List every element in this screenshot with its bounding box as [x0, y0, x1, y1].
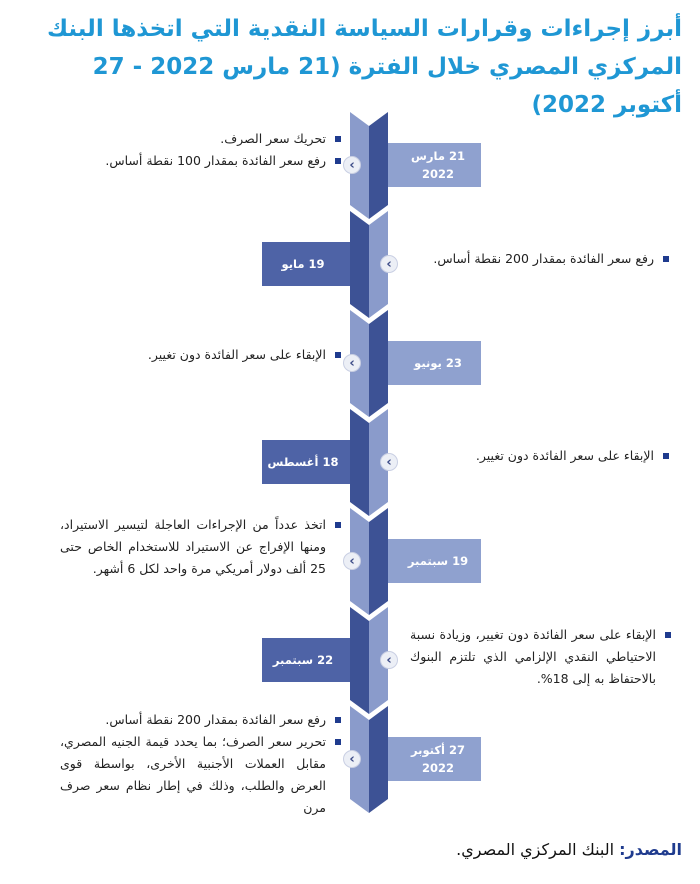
bullet-item: الإبقاء على سعر الفائدة دون تغيير.: [110, 344, 342, 366]
date-label: [395, 341, 481, 385]
event-note: [416, 445, 670, 467]
event-note: [110, 344, 342, 366]
bullet-item: تحريك سعر الصرف.: [70, 128, 342, 150]
date-label: [262, 440, 344, 484]
bullet-item: اتخذ عدداً من الإجراءات العاجلة لتيسير الاستيراد، ومنها الإفراج عن الاستيراد للاستخدام الخاص حتى 25 ألف دولار أمريكي مرة واحد لكل 6 أشهر.: [60, 514, 342, 580]
bullet-list: [60, 514, 342, 580]
bullet-list: [70, 128, 342, 172]
bullet-list: [416, 445, 670, 467]
date-text: 27 أكتوبر: [410, 743, 466, 757]
bullet-item: الإبقاء على سعر الفائدة دون تغيير، وزيادة نسبة الاحتياطي النقدي الإلزامي الذي تلتزم البنوك بالاحتفاظ به إلى 18%.: [410, 624, 672, 690]
bullet-item: تحرير سعر الصرف؛ بما يحدد قيمة الجنيه المصري، مقابل العملات الأجنبية الأخرى، بواسطة قوى العرض والطلب، وذلك في إطار نظام سعر صرف مرن: [60, 731, 342, 819]
date-text: 22 سبتمبر: [272, 653, 334, 667]
bullet-list: [410, 624, 672, 690]
date-text: 19 مايو: [281, 257, 325, 271]
event-note: [70, 128, 342, 172]
date-label: [262, 242, 344, 286]
event-note: [410, 624, 672, 690]
spine-segment-right: [369, 310, 388, 417]
event-note: [416, 248, 670, 270]
page-title: أبرز إجراءات وقرارات السياسة النقدية التي اتخذها البنك المركزي المصري خلال الفترة (21 مارس 2022 - 27 أكتوبر 2022): [46, 16, 682, 118]
source-label: المصدر:: [619, 840, 682, 859]
source-text: البنك المركزي المصري.: [456, 840, 615, 859]
spine-segment-left: [350, 409, 369, 516]
event-note: [60, 514, 342, 580]
bullet-item: الإبقاء على سعر الفائدة دون تغيير.: [416, 445, 670, 467]
date-text: 21 مارس: [411, 149, 465, 163]
event-note: [60, 709, 342, 819]
date-text: 18 أغسطس: [267, 455, 339, 469]
spine-segment-left: [350, 607, 369, 714]
date-text: 23 يونيو: [414, 356, 462, 370]
chevron-left-icon: ‹: [380, 255, 398, 273]
spine-segment-right: [369, 706, 388, 813]
bullet-list: [110, 344, 342, 366]
date-text: 19 سبتمبر: [407, 554, 469, 568]
date-label: [395, 737, 481, 781]
chevron-left-icon: ‹: [343, 552, 361, 570]
chevron-left-icon: ‹: [380, 453, 398, 471]
bullet-item: رفع سعر الفائدة بمقدار 100 نقطة أساس.: [70, 150, 342, 172]
date-year: 2022: [422, 761, 455, 775]
chevron-left-icon: ‹: [343, 156, 361, 174]
date-label: [395, 539, 481, 583]
source-note: [456, 840, 682, 859]
bullet-list: [60, 709, 342, 819]
chevron-left-icon: ‹: [380, 651, 398, 669]
date-label: [262, 638, 344, 682]
spine-segment-right: [369, 112, 388, 219]
chevron-left-icon: ‹: [343, 354, 361, 372]
bullet-list: [416, 248, 670, 270]
bullet-item: رفع سعر الفائدة بمقدار 200 نقطة أساس.: [416, 248, 670, 270]
date-year: 2022: [422, 167, 455, 181]
bullet-item: رفع سعر الفائدة بمقدار 200 نقطة أساس.: [60, 709, 342, 731]
date-label: [395, 143, 481, 187]
spine-segment-left: [350, 211, 369, 318]
spine-segment-right: [369, 508, 388, 615]
chevron-left-icon: ‹: [343, 750, 361, 768]
